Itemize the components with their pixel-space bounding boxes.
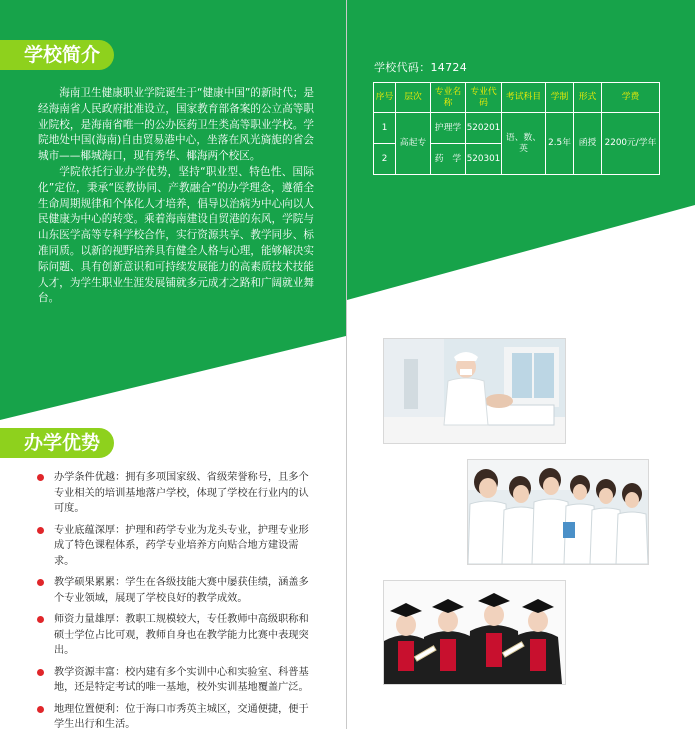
row-no: 2 xyxy=(374,144,396,175)
intro-title: 学校简介 xyxy=(0,40,114,70)
list-item xyxy=(44,523,314,570)
row-code: 520201 xyxy=(466,113,502,144)
advantage-text: 办学条件优越：拥有多项国家级、省级荣誉称号，且多个专业相关的培训基地落户学校，体现了学校在行业内的认可度。 xyxy=(54,472,309,514)
advantage-text: 师资力量雄厚：教职工规模较大，专任教师中高级职称和硕士学位占比可观，教师自身也在教学能力比赛中表现突出。 xyxy=(54,614,309,656)
enrollment-table xyxy=(373,82,660,175)
header-form: 形式 xyxy=(574,83,602,113)
graduates-photo xyxy=(383,580,566,685)
pharmacy-students-photo xyxy=(467,459,649,565)
subjects-cell: 语、数、英 xyxy=(502,113,546,175)
bullet-icon xyxy=(37,579,44,586)
bullet-icon xyxy=(37,474,44,481)
header-level: 层次 xyxy=(396,83,431,113)
row-major: 药 学 xyxy=(431,144,466,175)
header-years: 学制 xyxy=(546,83,574,113)
header-fee: 学费 xyxy=(602,83,660,113)
years-cell: 2.5年 xyxy=(546,113,574,175)
bullet-icon xyxy=(37,706,44,713)
nurse-ward-photo xyxy=(383,338,566,444)
form-cell: 函授 xyxy=(574,113,602,175)
header-major-code: 专业代码 xyxy=(466,83,502,113)
advantage-text: 教学资源丰富：校内建有多个实训中心和实验室、科普基地，还是特定考试的唯一基地，校外实训基地覆盖广泛。 xyxy=(54,666,309,693)
header-major: 专业名称 xyxy=(431,83,466,113)
table-header-row xyxy=(374,83,660,113)
header-subjects: 考试科目 xyxy=(502,83,546,113)
page-fold xyxy=(346,0,347,729)
list-item xyxy=(44,612,314,659)
intro-text xyxy=(38,86,314,307)
list-item xyxy=(44,470,314,517)
list-item xyxy=(44,702,314,733)
level-cell: 高起专 xyxy=(396,113,431,175)
bullet-icon xyxy=(37,616,44,623)
row-no: 1 xyxy=(374,113,396,144)
advantage-text: 专业底蕴深厚：护理和药学专业为龙头专业，护理专业形成了特色课程体系，药学专业培养方向贴合地方建设需求。 xyxy=(54,524,309,567)
intro-paragraph-2: 学院依托行业办学优势，坚持“职业型、特色性、国际化”定位，秉承“医教协同、产教融合”的办学理念，遵循全生命周期规律和个体化人才培养，倡导以治病为中心向以人民健康为中心的转变。乘着海南建设自贸港的东风，学院与山东医学高等专科学校合作，实行资源共享、教学同步、标准同质。以新的视野培养具有健全人格与心理，能够解决实际问题、具有创新意识和可持续发展能力的高素质技术技能人才，为学生职业生涯发展铺就多元成才之路和广阔就业舞台。 xyxy=(38,165,314,305)
school-code: 学校代码：14724 xyxy=(374,61,467,74)
bullet-icon xyxy=(37,669,44,676)
advantage-text: 地理位置便利：位于海口市秀英主城区，交通便捷，便于学生出行和生活。 xyxy=(54,703,309,730)
row-code: 520301 xyxy=(466,144,502,175)
intro-paragraph-1: 海南卫生健康职业学院诞生于“健康中国”的新时代；是经海南省人民政府批准设立，国家教育部备案的公立高等职业院校，是海南省唯一的公办医药卫生类高等职业学校。学院地处中国(海南)自由贸易港中心，坐落在风光旖旎的省会城市——椰城海口，现有秀华、椰海两个校区。 xyxy=(38,87,314,163)
list-item xyxy=(44,575,314,606)
advantages-list xyxy=(44,470,314,739)
fee-cell: 2200元/学年 xyxy=(602,113,660,175)
advantage-text: 教学硕果累累：学生在各级技能大赛中屡获佳绩，涵盖多个专业领域，展现了学校良好的教学成效。 xyxy=(54,577,309,604)
row-major: 护理学 xyxy=(431,113,466,144)
table-row xyxy=(374,113,660,144)
header-no: 序号 xyxy=(374,83,396,113)
list-item xyxy=(44,665,314,696)
bullet-icon xyxy=(37,527,44,534)
advantages-title: 办学优势 xyxy=(0,428,114,458)
